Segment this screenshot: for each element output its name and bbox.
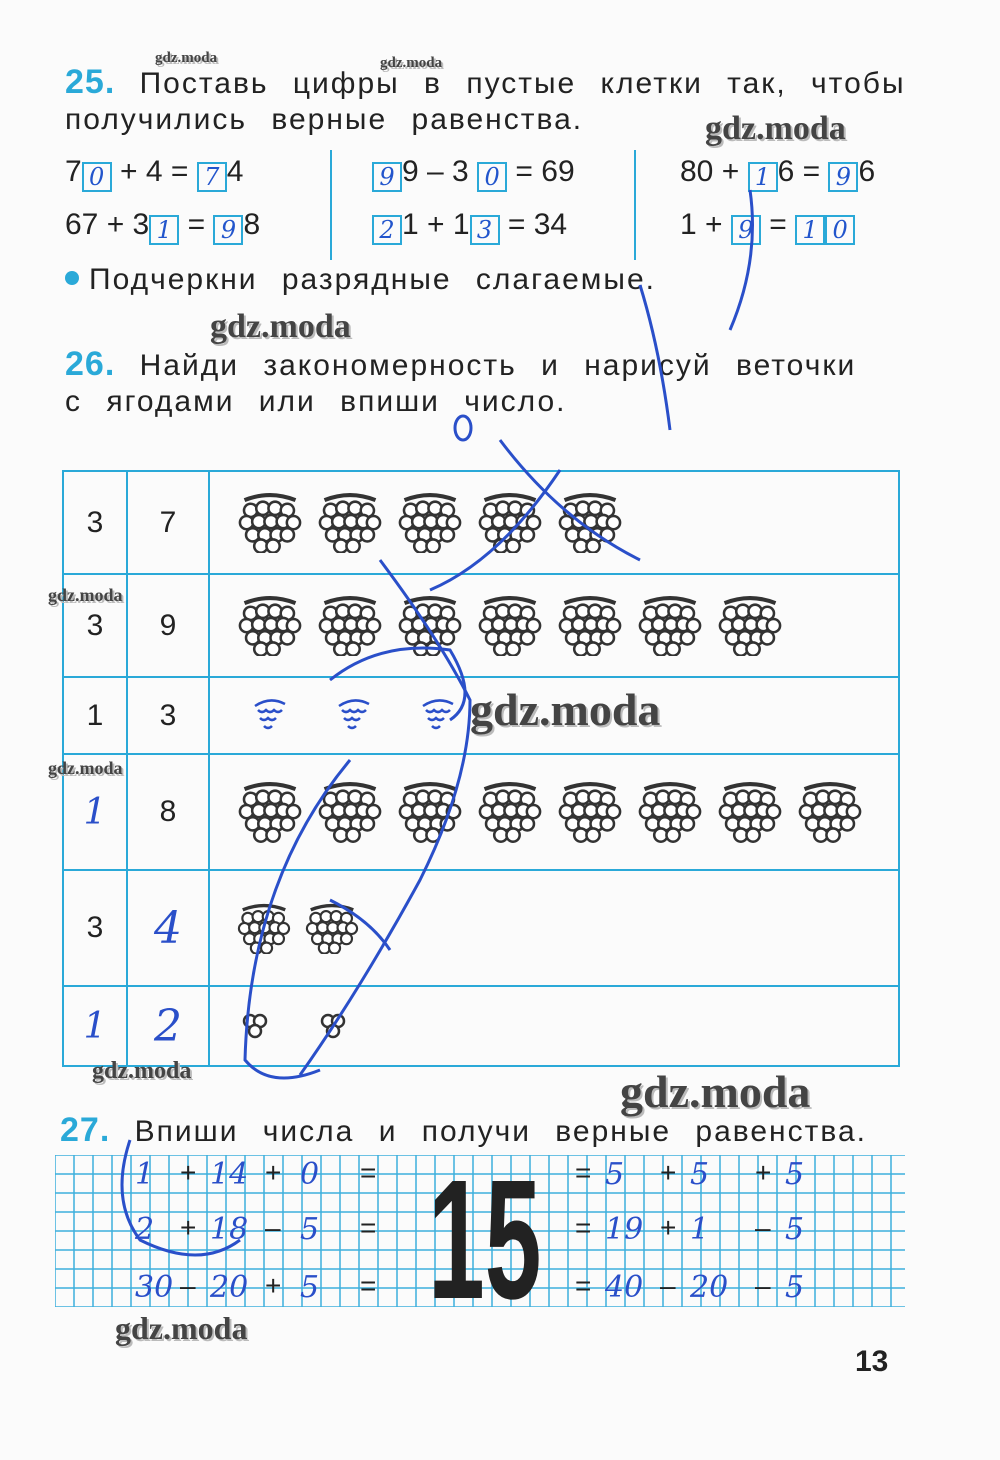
grape-bunch-icon — [794, 781, 866, 842]
operator: = — [360, 1212, 377, 1243]
handwritten-number[interactable]: 5 — [785, 1212, 805, 1247]
operator: = — [360, 1270, 377, 1301]
watermark: gdz.moda — [92, 1058, 192, 1084]
watermark: gdz.moda — [380, 55, 443, 71]
operator: + — [180, 1157, 197, 1188]
grape-bunch-icon — [474, 595, 546, 656]
drawn-bunch-icon — [250, 696, 290, 736]
equation: 7 0 + 4 = 7 4 — [65, 155, 244, 191]
equation: 67 + 3 1 = 9 8 — [65, 208, 261, 244]
equation: 80 + 1 6 = 9 6 — [680, 155, 876, 191]
operator: – — [660, 1270, 676, 1301]
grape-bunch-icon — [234, 595, 306, 656]
grape-bunch-icon — [234, 781, 306, 842]
answer-box[interactable]: 9 — [731, 215, 761, 245]
berry-cell[interactable] — [209, 574, 899, 677]
watermark: gdz.moda — [210, 308, 351, 345]
drawn-bunch-icon — [334, 696, 374, 736]
berry-cell[interactable] — [209, 471, 899, 574]
watermark: gdz.moda — [620, 1066, 811, 1117]
grape-bunch-icon — [318, 1011, 348, 1041]
equation: 1 + 9 = 1 0 — [680, 208, 855, 245]
grape-bunch-icon — [394, 781, 466, 842]
operator: – — [755, 1270, 771, 1301]
grape-bunch-icon — [714, 781, 786, 842]
table-row — [63, 986, 899, 1066]
table-row — [63, 471, 899, 574]
exercise-text: Впиши числа и получи верные равенства. — [134, 1115, 867, 1148]
operator: + — [755, 1157, 772, 1188]
watermark: gdz.moda — [470, 684, 661, 735]
operator: = — [575, 1212, 592, 1243]
handwritten-number[interactable]: 5 — [300, 1212, 320, 1247]
grape-bunch-icon — [634, 781, 706, 842]
exercise-number: 26. — [65, 345, 116, 383]
equation: 2 1 + 1 3 = 34 — [372, 208, 567, 245]
answer-box[interactable]: 9 — [372, 162, 402, 192]
grape-bunch-icon — [314, 595, 386, 656]
table-cell[interactable]: 1 — [63, 986, 127, 1066]
watermark: gdz.moda — [48, 585, 123, 605]
handwritten-number[interactable]: 20 — [210, 1270, 249, 1305]
handwritten-number[interactable]: 14 — [210, 1157, 249, 1192]
exercise-text: с ягодами или впиши число. — [65, 385, 567, 418]
grape-bunch-icon — [234, 492, 306, 553]
handwritten-number[interactable]: 5 — [690, 1157, 710, 1192]
bullet-icon — [65, 271, 79, 285]
grape-bunch-icon — [634, 595, 706, 656]
operator: + — [180, 1212, 197, 1243]
table-cell[interactable]: 2 — [127, 986, 209, 1066]
handwritten-number[interactable]: 1 — [690, 1212, 710, 1247]
table-cell: 9 — [127, 574, 209, 677]
answer-box[interactable]: 7 — [197, 162, 227, 192]
table-cell: 8 — [127, 754, 209, 870]
table-row — [63, 574, 899, 677]
handwritten-number[interactable]: 18 — [210, 1212, 249, 1247]
table-cell: 1 — [63, 677, 127, 754]
answer-box[interactable]: 2 — [372, 215, 402, 245]
grape-bunch-icon — [714, 595, 786, 656]
answer-box[interactable]: 3 — [470, 215, 500, 245]
grape-bunch-icon — [394, 492, 466, 553]
grape-bunch-icon — [234, 903, 294, 954]
grape-bunch-icon — [554, 595, 626, 656]
operator: = — [575, 1157, 592, 1188]
exercise-26 — [65, 346, 915, 420]
answer-box[interactable]: 0 — [82, 162, 112, 192]
table-cell: 3 — [63, 870, 127, 986]
berry-cell[interactable] — [209, 754, 899, 870]
grape-bunch-icon — [240, 1011, 270, 1041]
handwritten-number[interactable]: 0 — [300, 1157, 320, 1192]
answer-box[interactable]: 1 — [795, 215, 825, 245]
table-row — [63, 870, 899, 986]
table-row — [63, 754, 899, 870]
berry-cell[interactable] — [209, 870, 899, 986]
handwritten-number[interactable]: 20 — [690, 1270, 729, 1305]
table-cell: 7 — [127, 471, 209, 574]
column-divider — [330, 150, 332, 260]
exercise-number: 25. — [65, 63, 116, 101]
answer-box[interactable]: 9 — [213, 215, 243, 245]
table-cell: 3 — [63, 471, 127, 574]
drawn-bunch-icon — [418, 696, 458, 736]
operator: = — [575, 1270, 592, 1301]
operator: – — [265, 1212, 281, 1243]
berry-cell[interactable] — [209, 986, 899, 1066]
equation: 9 9 – 3 0 = 69 — [372, 155, 575, 192]
watermark: gdz.moda — [705, 110, 846, 147]
handwritten-number[interactable]: 5 — [300, 1270, 320, 1305]
operator: + — [660, 1212, 677, 1243]
handwritten-number[interactable]: 30 — [135, 1270, 174, 1305]
exercise-number: 27. — [60, 1111, 111, 1149]
handwritten-number[interactable]: 5 — [785, 1270, 805, 1305]
grape-bunch-icon — [474, 492, 546, 553]
handwritten-number[interactable]: 5 — [785, 1157, 805, 1192]
exercise-text: Найди закономерность и нарисуй веточки — [139, 349, 857, 382]
operator: + — [265, 1157, 282, 1188]
grape-bunch-icon — [314, 781, 386, 842]
watermark: gdz.moda — [115, 1310, 248, 1346]
operator: + — [265, 1270, 282, 1301]
answer-box[interactable]: 0 — [477, 162, 507, 192]
operator: + — [660, 1157, 677, 1188]
watermark: gdz.moda — [48, 758, 123, 778]
handwritten-number[interactable]: 40 — [605, 1270, 644, 1305]
watermark: gdz.moda — [155, 50, 218, 66]
grape-bunch-icon — [302, 903, 362, 954]
grape-bunch-icon — [554, 781, 626, 842]
answer-box[interactable]: 9 — [828, 162, 858, 192]
table-cell[interactable]: 1 — [63, 754, 127, 870]
berry-table — [62, 470, 900, 1067]
answer-box[interactable]: 0 — [825, 215, 855, 245]
table-cell[interactable]: 4 — [127, 870, 209, 986]
operator: – — [180, 1270, 196, 1301]
operator: – — [755, 1212, 771, 1243]
target-number: 15 — [428, 1145, 542, 1335]
handwritten-number[interactable]: 19 — [605, 1212, 644, 1247]
grape-bunch-icon — [474, 781, 546, 842]
table-cell: 3 — [63, 574, 127, 677]
answer-box[interactable]: 1 — [748, 162, 778, 192]
page-number: 13 — [855, 1345, 889, 1378]
handwritten-number[interactable]: 2 — [135, 1212, 155, 1247]
grape-bunch-icon — [314, 492, 386, 553]
exercise-text: получились верные равенства. — [65, 103, 584, 136]
handwritten-number[interactable]: 5 — [605, 1157, 625, 1192]
bullet-task: Подчеркни разрядные слагаемые. — [65, 262, 656, 298]
column-divider — [634, 150, 636, 260]
grape-bunch-icon — [554, 492, 626, 553]
table-cell: 3 — [127, 677, 209, 754]
grape-bunch-icon — [394, 595, 466, 656]
operator: = — [360, 1157, 377, 1188]
handwritten-number[interactable]: 1 — [135, 1157, 155, 1192]
answer-box[interactable]: 1 — [149, 215, 179, 245]
exercise-text: Поставь цифры в пустые клетки так, чтобы — [139, 67, 906, 100]
